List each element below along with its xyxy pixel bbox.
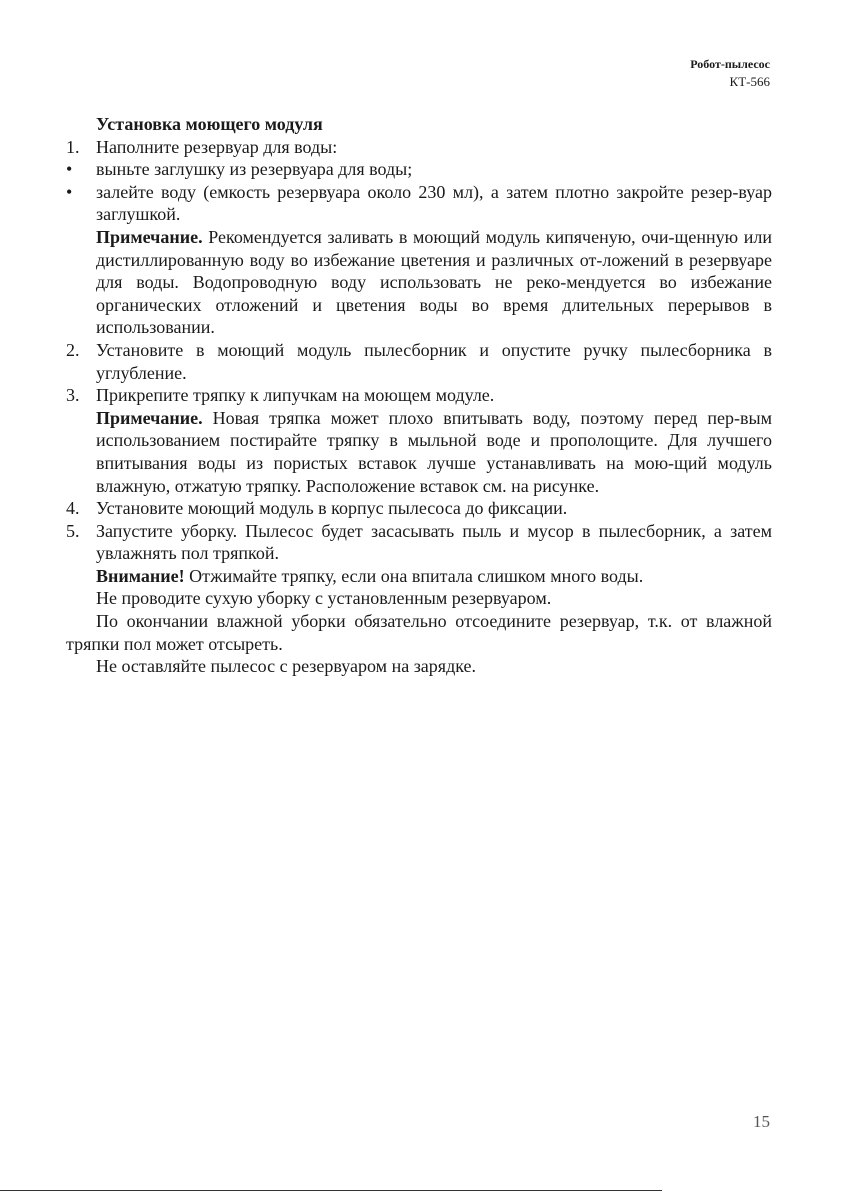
page-number: 15 xyxy=(753,1112,770,1131)
step-2 xyxy=(66,339,772,384)
running-header xyxy=(690,55,770,91)
step-5 xyxy=(66,520,772,565)
bullet-item-1 xyxy=(66,158,772,181)
note-label: Примечание. xyxy=(96,226,203,247)
bullet-marker: • xyxy=(66,159,73,180)
step-4-number: 4. xyxy=(66,498,80,519)
step-5-text: Запустите уборку. Пылесос будет засасывать пыль и мусор в пылесборник, а затем увлажнять пол тряпкой. xyxy=(96,520,772,564)
page-body xyxy=(66,113,772,678)
bullet-text: залейте воду (емкость резервуара около 230 мл), а затем плотно закройте резер-вуар заглушкой. xyxy=(96,181,772,225)
header-model-number: КТ-566 xyxy=(729,74,770,89)
step-1-number: 1. xyxy=(66,136,80,157)
bullet-item-2 xyxy=(66,181,772,226)
step-2-number: 2. xyxy=(66,339,80,360)
bullet-text: выньте заглушку из резервуара для воды; xyxy=(96,159,413,180)
note-label: Примечание. xyxy=(96,407,203,428)
note-1 xyxy=(66,226,772,339)
charging-paragraph: Не оставляйте пылесос с резервуаром на зарядке. xyxy=(96,656,477,677)
note-text: Новая тряпка может плохо впитывать воду, поэтому перед пер-вым использованием постирайте тряпку в мыльной воде и прополощите. Для лучшего впитывания воды из пористых вставок лучше устанавливать на мою-щий модуль влажную, отжатую тряпку. Расположение вставок см. на рисунке. xyxy=(96,407,772,496)
step-4-text: Установите моющий модуль в корпус пылесоса до фиксации. xyxy=(96,498,568,519)
step-5-number: 5. xyxy=(66,520,80,541)
step-3-number: 3. xyxy=(66,385,80,406)
step-1-text: Наполните резервуар для воды: xyxy=(96,136,338,157)
note-2 xyxy=(66,407,772,497)
warning-text: Отжимайте тряпку, если она впитала слишком много воды. xyxy=(189,565,644,586)
step-1 xyxy=(66,136,772,159)
section-title: Установка моющего модуля xyxy=(96,114,323,134)
bullet-marker: • xyxy=(66,181,73,202)
dry-cleaning-note: Не проводите сухую уборку с установленным резервуаром. xyxy=(96,588,552,609)
step-4 xyxy=(66,497,772,520)
warning-label: Внимание! xyxy=(96,565,185,586)
step-2-text: Установите в моющий модуль пылесборник и опустите ручку пылесборника в углубление. xyxy=(96,339,772,383)
header-product-name: Робот-пылесос xyxy=(690,57,770,71)
remove-tank-paragraph: По окончании влажной уборки обязательно отсоедините резервуар, т.к. от влажной тряпки пол может отсыреть. xyxy=(66,611,772,654)
footer-rule xyxy=(0,1190,662,1191)
note-text: Рекомендуется заливать в моющий модуль кипяченую, очи-щенную или дистиллированную воду во избежание цветения и различных от-ложений в резервуаре для воды. Водопроводную воду использовать не реко-мендуется во избежание органических отложений и цветения воды во время длительных перерывов в использовании. xyxy=(96,226,773,338)
warning-note xyxy=(66,565,772,588)
step-3 xyxy=(66,384,772,407)
step-3-text: Прикрепите тряпку к липучкам на моющем модуле. xyxy=(96,385,495,406)
